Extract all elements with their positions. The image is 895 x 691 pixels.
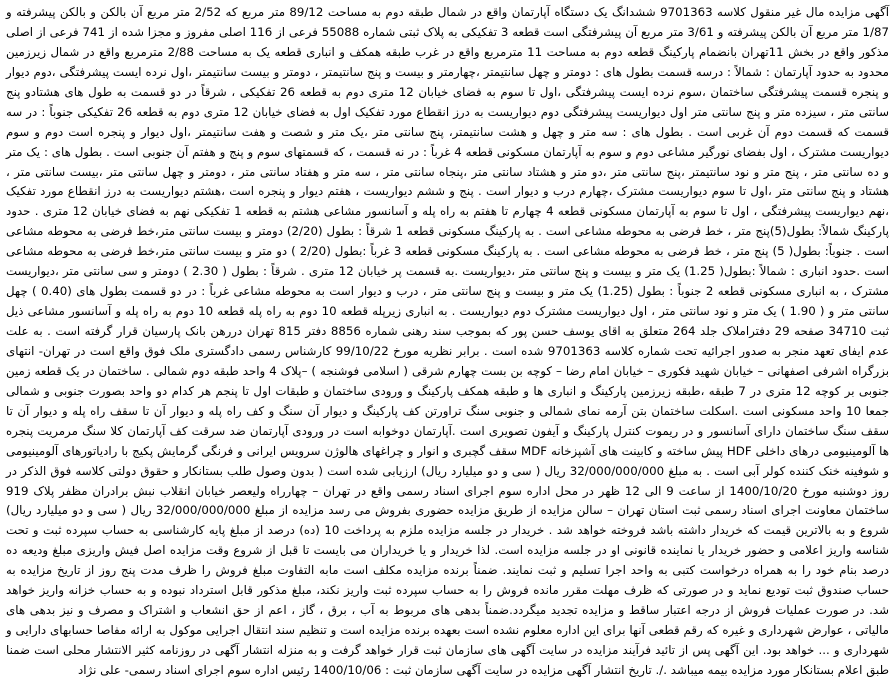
notice-body-text: آگهی مزایده مال غیر منقول کلاسه 9701363 ششدانگ یک دستگاه آپارتمان واقع در شمال طبقه دوم به مساحت 89/12 متر مربع که 2/52 متر مربع آن بالکن و بالکن پیشرفته و 1/87 متر مربع آن بالکن پیشرفته و 3/61 متر مربع آن پیشرفتگی است قطعه 3 تفکیکی به پلاک ثبتی شماره 55088 فرعی از 116 اصلی مفروز و مجزا شده از 741 فرعی از اصلی مذکور واقع در بخش 11تهران بانضمام پارکینگ قطعه دوم به مساحت 11 مترمربع واقع در غرب طبقه همکف و انباری قطعه یک به مساحت 2/88 مترمربع واقع در شمال زیرزمین محدود به حدود آپارتمان : شمالاً : درسه قسمت بطول های : دومتر و چهل سانتیمتر ،چهارمتر و بیست و پنج سانتیمتر ، دومتر و بیست سانتیمتر ،اول نرده ایست پیشرفتگی ،دوم دیوار و پنجره قسمت پیشرفتگی ساختمان ،سوم نرده ایست پیشرفتگی ،اول تا سوم به فضای خیابان 12 متری دوم به قطعه 26 تفکیکی ، شرقاً در دو قسمت به طول های هشتادو پنج سانتی متر ، سیزده متر و پنج سانتی متر اول دیواریست پیشرفتگی دوم دیواریست به درز انقطاع مورد تفکیک اول به فضای خیابان 12 متری دوم به قطعه 26 تفکیکی جنوباً : در سه قسمت که قسمت دوم آن غربی است . بطول های : سه متر و چهل و هشت سانتیمتر، پنج سانتی متر ،یک متر و شصت و هفت سانتیمتر ،اول دیوار و پنجره است دوم و سوم دیواریست مشترک ، اول بفضای نورگیر مشاعی دوم و سوم به آپارتمان مسکونی قطعه 4 غرباً : در نه قسمت ، که قسمتهای سوم و پنج و هفتم آن جنوبی است . بطول های : یک متر و ده سانتی متر ، پنج متر و نود سانتیمتر ،پنج سانتی متر ،دو متر و هشتاد سانتی متر ،پنجاه سانتی متر ، سه متر و هفتاد سانتی متر ، دومتر و چهل سانتی متر ،بیست سانتی متر ، هشتاد و پنج سانتی متر ،اول تا سوم دیواریست مشترک ،چهارم درب و دیوار است . پنج و ششم دیواریست ، هفتم دیوار و پنجره است ،هشتم دیواریست به درز انقطاع مورد تفکیک ،نهم دیواریست پیشرفتگی ، اول تا سوم به آپارتمان مسکونی قطعه 4 چهارم تا هفتم به راه پله و آسانسور مشاعی هشتم به قطعه 1 تفکیکی نهم به فضای خیابان 12 متری . حدود پارکینگ شمالاً: بطول(5)پنج متر ، خط فرضی به محوطه مشاعی است . به پارکینگ مسکونی قطعه 1 شرقاً : بطول (2/20) دومتر و بیست سانتی متر،خط فرضی به محوطه مشاعی است . جنوباً: بطول( 5) پنج متر ، خط فرضی به محوطه مشاعی است . به پارکینگ مسکونی قطعه 3 غرباً :بطول (2/20 ) دو متر و بیست سانتی متر،خط فرضی به محوطه مشاعی است .حدود انباری : شمالاً :بطول( 1.25) یک متر و بیست و پنج سانتی متر ،دیواریست .به قسمت پر خیابان 12 متری . شرقاً : بطول ( 2.30 ) دومتر و سی سانتی متر ،دیواریست مشترک ، به انباری مسکونی قطعه 2 جنوباً : بطول (1.25) یک متر و بیست و پنج سانتی متر ، درب و دیوار است به محوطه مشاعی غرباً : در دو قسمت بطول های (0.40 ) چهل سانتی متر و ( 1.90 ) یک متر و نود سانتی متر ، اول دیواریست مشترک دوم دیواریست . به انباری زیرپله قطعه 10 دوم به راه پله قطعه 10 دوم به راه پله و آسانسور مشاعی ذیل ثبت 34710 صفحه 29 دفتراملاک جلد 264 متعلق به اقای یوسف حسن پور که بموجب سند رهنی شماره 8856 دفتر 815 تهران دررهن بانک پارسیان قرار گرفته است . به علت عدم ایفای تعهد منجر به صدور اجرائیه تحت شماره کلاسه 9701363 شده است . برابر نظریه مورخ 99/10/22 کارشناس رسمی دادگستری ملک فوق واقع است در تهران- انتهای بزرگراه اشرفی اصفهانی – خیابان شهید فکوری – خیابان امام رضا – کوچه بن بست چهارم شرقی ( اسلامی فوشنجه ) –پلاک 4 واحد طبقه دوم شمالی . ساختمان در یک قطعه زمین جنوبی بر کوچه 12 متری در 7 طبقه ،طبقه زیرزمین پارکینگ و انباری ها و طبقه همکف پارکینگ و ورودی ساختمان و طبقات اول تا پنجم هر کدام دو واحد بصورت جنوبی و شمالی جمعا 10 واحد مسکونی است .اسکلت ساختمان بتن آرمه نمای شمالی و جنوبی سنگ تراورتن کف پارکینگ و دیوار آن سنگ و کف راه پله و دیوار آن تا سقف راه پله و دیوار آن تا سقف سنگ ساختمان دارای آسانسور و در ریموت کنترل پارکینگ و آیفون تصویری است .آپارتمان دوخوابه است در ورودی آپارتمان ضد سرقت کف آپارتمان کلا سنگ مرمریت پنجره ها آلومینیومی درهای داخلی HDF پیش ساخته و کابینت های آشپزخانه MDF سقف گچبری و انوار و چراغهای هالوژن سرویس ایرانی و فرنگی گرمایش پکیج با رادیاتورهای آلومینیومی و شوفینه خنک کننده کولر آبی است . به مبلغ 32/000/000/000 ریال ( سی و دو میلیارد ریال) ارزیابی شده است ( بدون وصول طلب بستانکار و حقوق دولتی کلاسه فوق الذکر در روز دوشنبه مورخ 1400/10/20 از ساعت 9 الی 12 ظهر در محل اداره سوم اجرای اسناد رسمی واقع در تهران – چهارراه ولیعصر خیابان انقلاب نبش برادران مظفر پلاک 919 ساختمان معاونت اجرای اسناد رسمی ثبت استان تهران – سالن مزایده از طریق مزایده حضوری بفروش می رسد مزایده از مبلغ 32/000/000/000 ریال ( سی و دو میلیارد ریال) شروع و به بالاترین قیمت که خریدار داشته باشد فروخته خواهد شد . خریدار در جلسه مزایده ملزم به پرداخت 10 (ده) درصد از مبلغ پایه کارشناسی به حساب سپرده ثبت و تحت شناسه واریز اعلامی و حضور خریدار یا نماینده قانونی او در جلسه مزایده است. لذا خریدار و یا خریداران می بایست تا قبل از شروع وقت مزایده اصل فیش واریزی مبلغ ودیعه ده درصد بنام خود را به همراه درخواست کتبی به واحد اجرا تسلیم و ثبت نمایند. ضمناً برنده مزایده مکلف است مابه التفاوت مبلغ فروش را ظرف مدت پنج روز از تاریخ مزایده به حساب صندوق ثبت تودیع نماید و در صورتی که ظرف مهلت مقرر مانده فروش را به حساب سپرده ثبت واریز نکند، مبلغ مذکور قابل استرداد نبوده و به حساب خزانه واریز خواهد شد. در صورت عملیات فروش از درجه اعتبار ساقط و مزایده تجدید میگردد.ضمناً بدهی های مربوط به آب ، برق ، گاز ، اعم از حق انشعاب و اشتراک و مصرف و نیز بدهی های مالیاتی ، عوارض شهرداری و غیره که رقم قطعی آنها برای این اداره معلوم نشده است بعهده برنده مزایده است و تنظیم سند انتقال اجرایی موکول به ارائه مفاصا حسابهای دارایی و شهرداری و ... خواهد بود. این آگهی پس از تائید فرآیند مزایده در سایت آگهی های سازمان ثبت قرار خواهد گرفت و به منزله انتشار آگهی در روزنامه کثیر الانتشار محلی است ضمنا طبق اعلام بستانکار مورد مزایده بیمه میباشد ./. تاریخ انتشار آگهی مزایده در سایت آگهی سازمان ثبت : 1400/10/06 رئیس اداره سوم اجرای اسناد رسمی- علی نژاد (6, 5, 890, 677)
